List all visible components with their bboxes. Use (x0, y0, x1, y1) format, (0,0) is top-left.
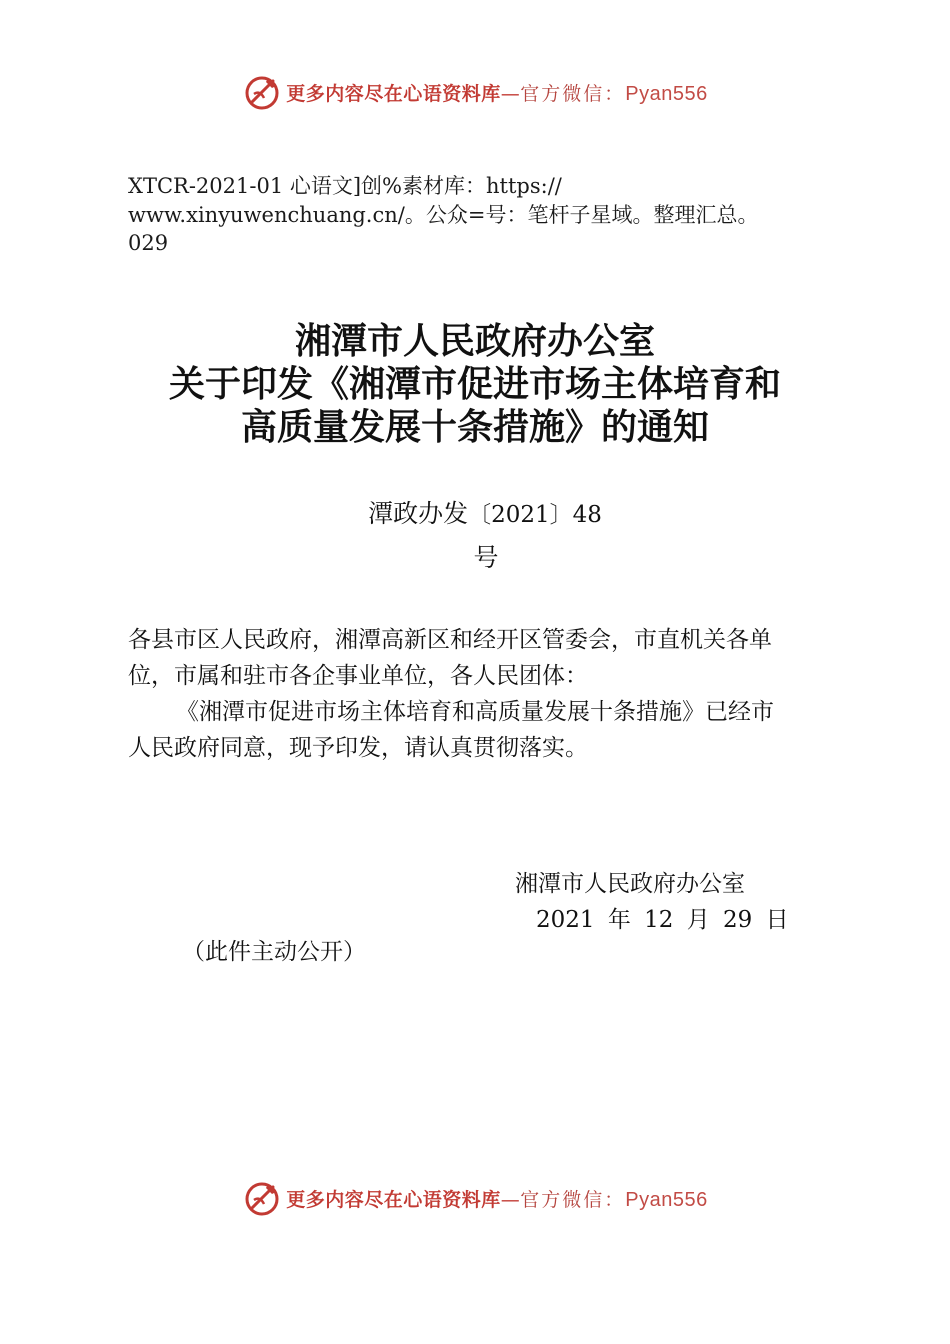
signature: 湘潭市人民政府办公室 (515, 871, 745, 897)
header-lines (128, 172, 848, 258)
brush-seal-icon (242, 72, 282, 112)
doc-number-suffix: 号 (473, 543, 499, 572)
title-line: 关于印发《湘潭市促进市场主体培育和 (168, 363, 781, 405)
body-line: 《湘潭市促进市场主体培育和高质量发展十条措施》已经市 (176, 699, 774, 725)
title-line: 湘潭市人民政府办公室 (294, 320, 655, 362)
body-line: 位，市属和驻市各企事业单位，各人民团体： (128, 663, 588, 689)
header-line: 029 (128, 231, 169, 255)
header-line: XTCR-2021-01 心语文]创%素材库：https:// (128, 174, 562, 198)
issue-date: 2021 年 12 月 29 日 (536, 907, 789, 933)
title-line: 高质量发展十条措施》的通知 (240, 406, 709, 448)
top-banner (0, 70, 950, 114)
banner-text: 更多内容尽在心语资料库—官方微信：Pyan556 (286, 82, 708, 105)
disclosure-note: （此件主动公开） (182, 939, 366, 965)
document-number (0, 498, 950, 531)
body-line: 人民政府同意，现予印发，请认真贯彻落实。 (128, 735, 588, 761)
banner-text: 更多内容尽在心语资料库—官方微信：Pyan556 (286, 1188, 708, 1211)
bottom-banner (0, 1176, 950, 1220)
doc-number-prefix: 潭政办发 (368, 499, 469, 528)
document-title (0, 320, 950, 449)
header-line: www.xinyuwenchuang.cn/。公众=号：笔杆子星域。整理汇总。 (128, 202, 759, 227)
brush-seal-icon (242, 1178, 282, 1218)
body-text (128, 622, 828, 766)
doc-number-rest: 〔2021〕48 (468, 502, 602, 528)
body-line: 各县市区人民政府，湘潭高新区和经开区管委会，市直机关各单 (128, 627, 772, 653)
